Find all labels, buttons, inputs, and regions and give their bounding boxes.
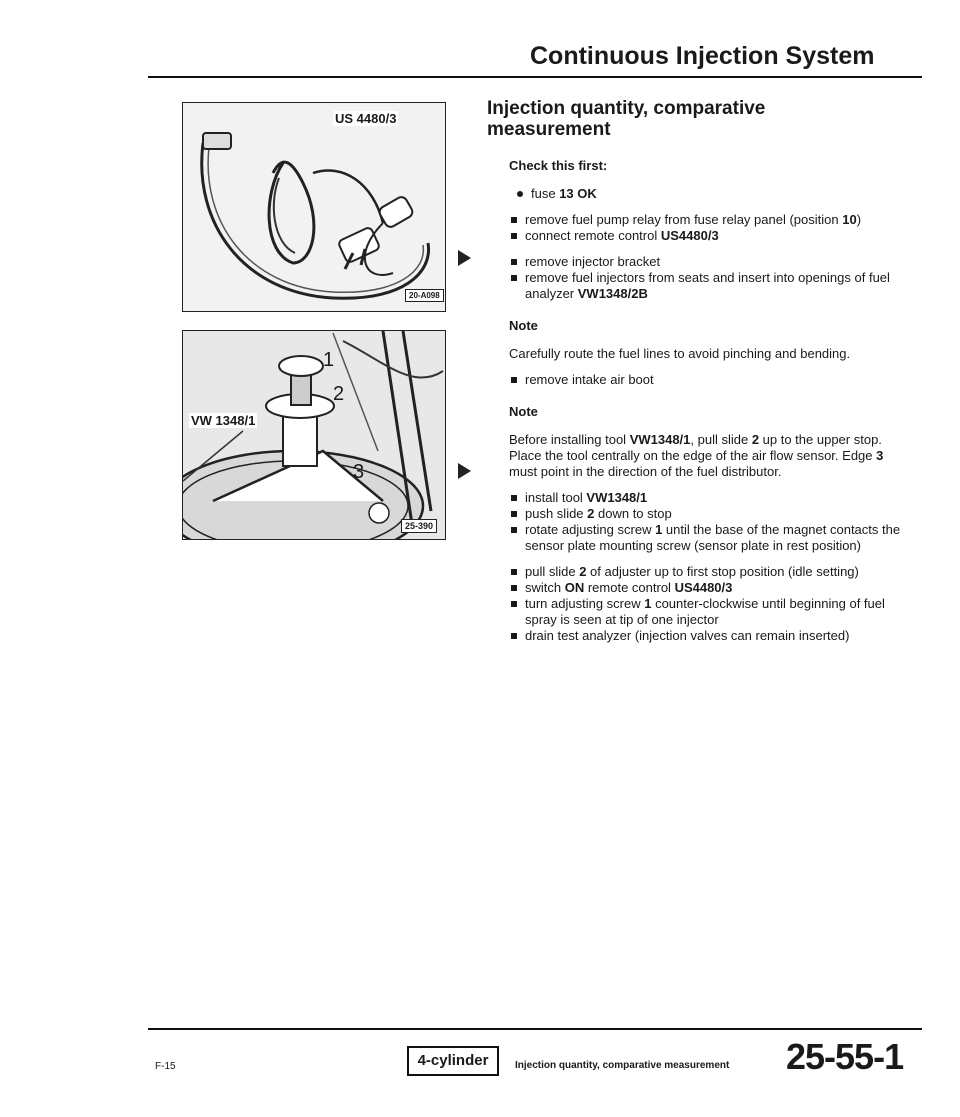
pointer-arrow-2	[458, 463, 471, 479]
figure-remote-control	[182, 102, 446, 312]
note-text: Carefully route the fuel lines to avoid pinching and bending.	[509, 346, 851, 361]
callout-3: 3	[353, 461, 365, 483]
callout-2: 2	[333, 383, 345, 405]
procedure-body	[509, 158, 907, 644]
step: push slide 2 down to stop	[509, 506, 907, 522]
step: turn adjusting screw 1 counter-clockwise until beginning of fuel spray is seen at tip of one injector	[509, 596, 907, 628]
procedure-content	[487, 98, 907, 644]
step: remove fuel pump relay from fuse relay panel (position 10)	[509, 212, 907, 228]
figure-adjuster-tool	[182, 330, 446, 540]
step: switch ON remote control US4480/3	[509, 580, 907, 596]
check-first-heading: Check this first:	[509, 158, 608, 173]
footer-rule	[148, 1028, 922, 1030]
figure-code: 25-390	[401, 519, 437, 533]
figure-tool-label: VW 1348/1	[191, 413, 256, 428]
engine-variant-box: 4-cylinder	[407, 1046, 499, 1076]
page-header-title: Continuous Injection System	[530, 42, 875, 70]
step: pull slide 2 of adjuster up to first stop position (idle setting)	[509, 564, 907, 580]
page-number: 25-55-1	[786, 1036, 904, 1077]
step: remove injector bracket	[509, 254, 907, 270]
remote-control-illustration	[183, 103, 445, 311]
footer-caption: Injection quantity, comparative measurement	[515, 1060, 730, 1071]
pointer-arrow-1	[458, 250, 471, 266]
note-label: Note	[509, 318, 538, 333]
header-rule	[148, 76, 922, 78]
note-text: Before installing tool VW1348/1, pull slide 2 up to the upper stop. Place the tool centrally on the edge of the air flow sensor. Edge 3 must point in the direction of the fuel distributor.	[509, 432, 884, 479]
figure-code: 20-A098	[405, 289, 444, 302]
step: remove intake air boot	[509, 372, 907, 388]
step: rotate adjusting screw 1 until the base of the magnet contacts the sensor plate mounting screw (sensor plate in rest position)	[509, 522, 907, 554]
section-title-line1: Injection quantity, comparative	[487, 98, 766, 119]
callout-1: 1	[323, 349, 335, 371]
adjuster-tool-illustration	[183, 331, 445, 539]
step: install tool VW1348/1	[509, 490, 907, 506]
section-title-line2: measurement	[487, 119, 611, 140]
step: connect remote control US4480/3	[509, 228, 907, 244]
footer-left-code: F-15	[155, 1061, 176, 1072]
section-title	[487, 98, 907, 140]
step: remove fuel injectors from seats and insert into openings of fuel analyzer VW1348/2B	[509, 270, 907, 302]
figure-tool-label: US 4480/3	[335, 111, 397, 126]
note-label: Note	[509, 404, 538, 419]
step: drain test analyzer (injection valves can remain inserted)	[509, 628, 907, 644]
fuse-check: fuse 13 OK	[515, 186, 907, 202]
